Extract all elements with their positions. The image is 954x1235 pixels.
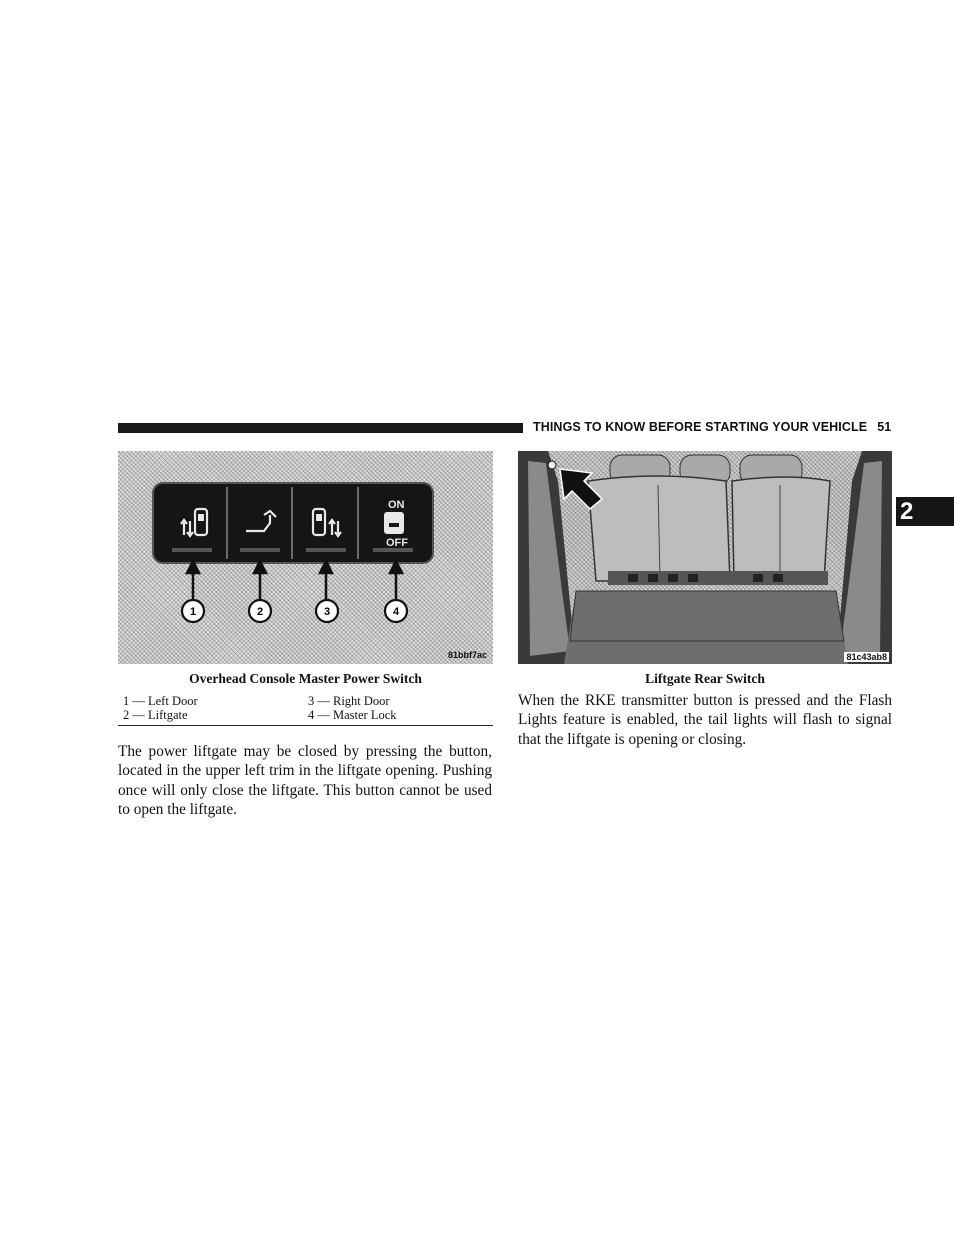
- overhead-console-switch-figure: [118, 451, 493, 664]
- running-header: [533, 420, 891, 434]
- figure-caption: Liftgate Rear Switch: [645, 671, 765, 686]
- callout-arrows: [187, 561, 402, 599]
- legend-item: 1 — Left Door: [123, 694, 198, 708]
- callout-3: [316, 600, 338, 622]
- figure-id: 81c43ab8: [846, 652, 887, 662]
- liftgate-rear-switch-figure: [518, 451, 892, 664]
- legend-row: [123, 694, 493, 708]
- switch-panel-illustration: [118, 451, 493, 664]
- callout-2: [249, 600, 271, 622]
- liftgate-switch: [548, 461, 556, 469]
- callout-1: [182, 600, 204, 622]
- legend-item: 3 — Right Door: [308, 694, 390, 708]
- svg-text:1: 1: [189, 606, 197, 618]
- legend-divider: [118, 725, 493, 726]
- page-number: 51: [877, 420, 892, 434]
- svg-text:2: 2: [256, 606, 264, 618]
- switch-off-label: OFF: [386, 537, 408, 549]
- legend-item: 2 — Liftgate: [123, 708, 188, 722]
- body-paragraph: When the RKE transmitter button is pressed and the Flash Lights feature is enabled, the tail lights will flash to signal that the liftgate is opening or closing.: [518, 692, 892, 748]
- legend-item: 4 — Master Lock: [308, 708, 397, 722]
- svg-text:4: 4: [392, 606, 400, 618]
- chapter-tab: 2: [896, 497, 954, 526]
- figure-id: 81bbf7ac: [447, 650, 487, 660]
- switch-on-label: ON: [388, 499, 405, 511]
- body-paragraph: The power liftgate may be closed by pressing the button, located in the upper left trim in the liftgate opening. Pushing once will only close the liftgate. This button cannot be used to open the liftgate.: [118, 743, 492, 818]
- section-title: THINGS TO KNOW BEFORE STARTING YOUR VEHICLE: [533, 420, 868, 434]
- figure-caption: Overhead Console Master Power Switch: [189, 671, 422, 686]
- svg-text:3: 3: [323, 606, 331, 618]
- legend-row: [123, 708, 493, 722]
- figure-legend: [123, 694, 493, 722]
- header-rule: [118, 423, 523, 433]
- cargo-area-illustration: [518, 451, 892, 664]
- callout-4: [385, 600, 407, 622]
